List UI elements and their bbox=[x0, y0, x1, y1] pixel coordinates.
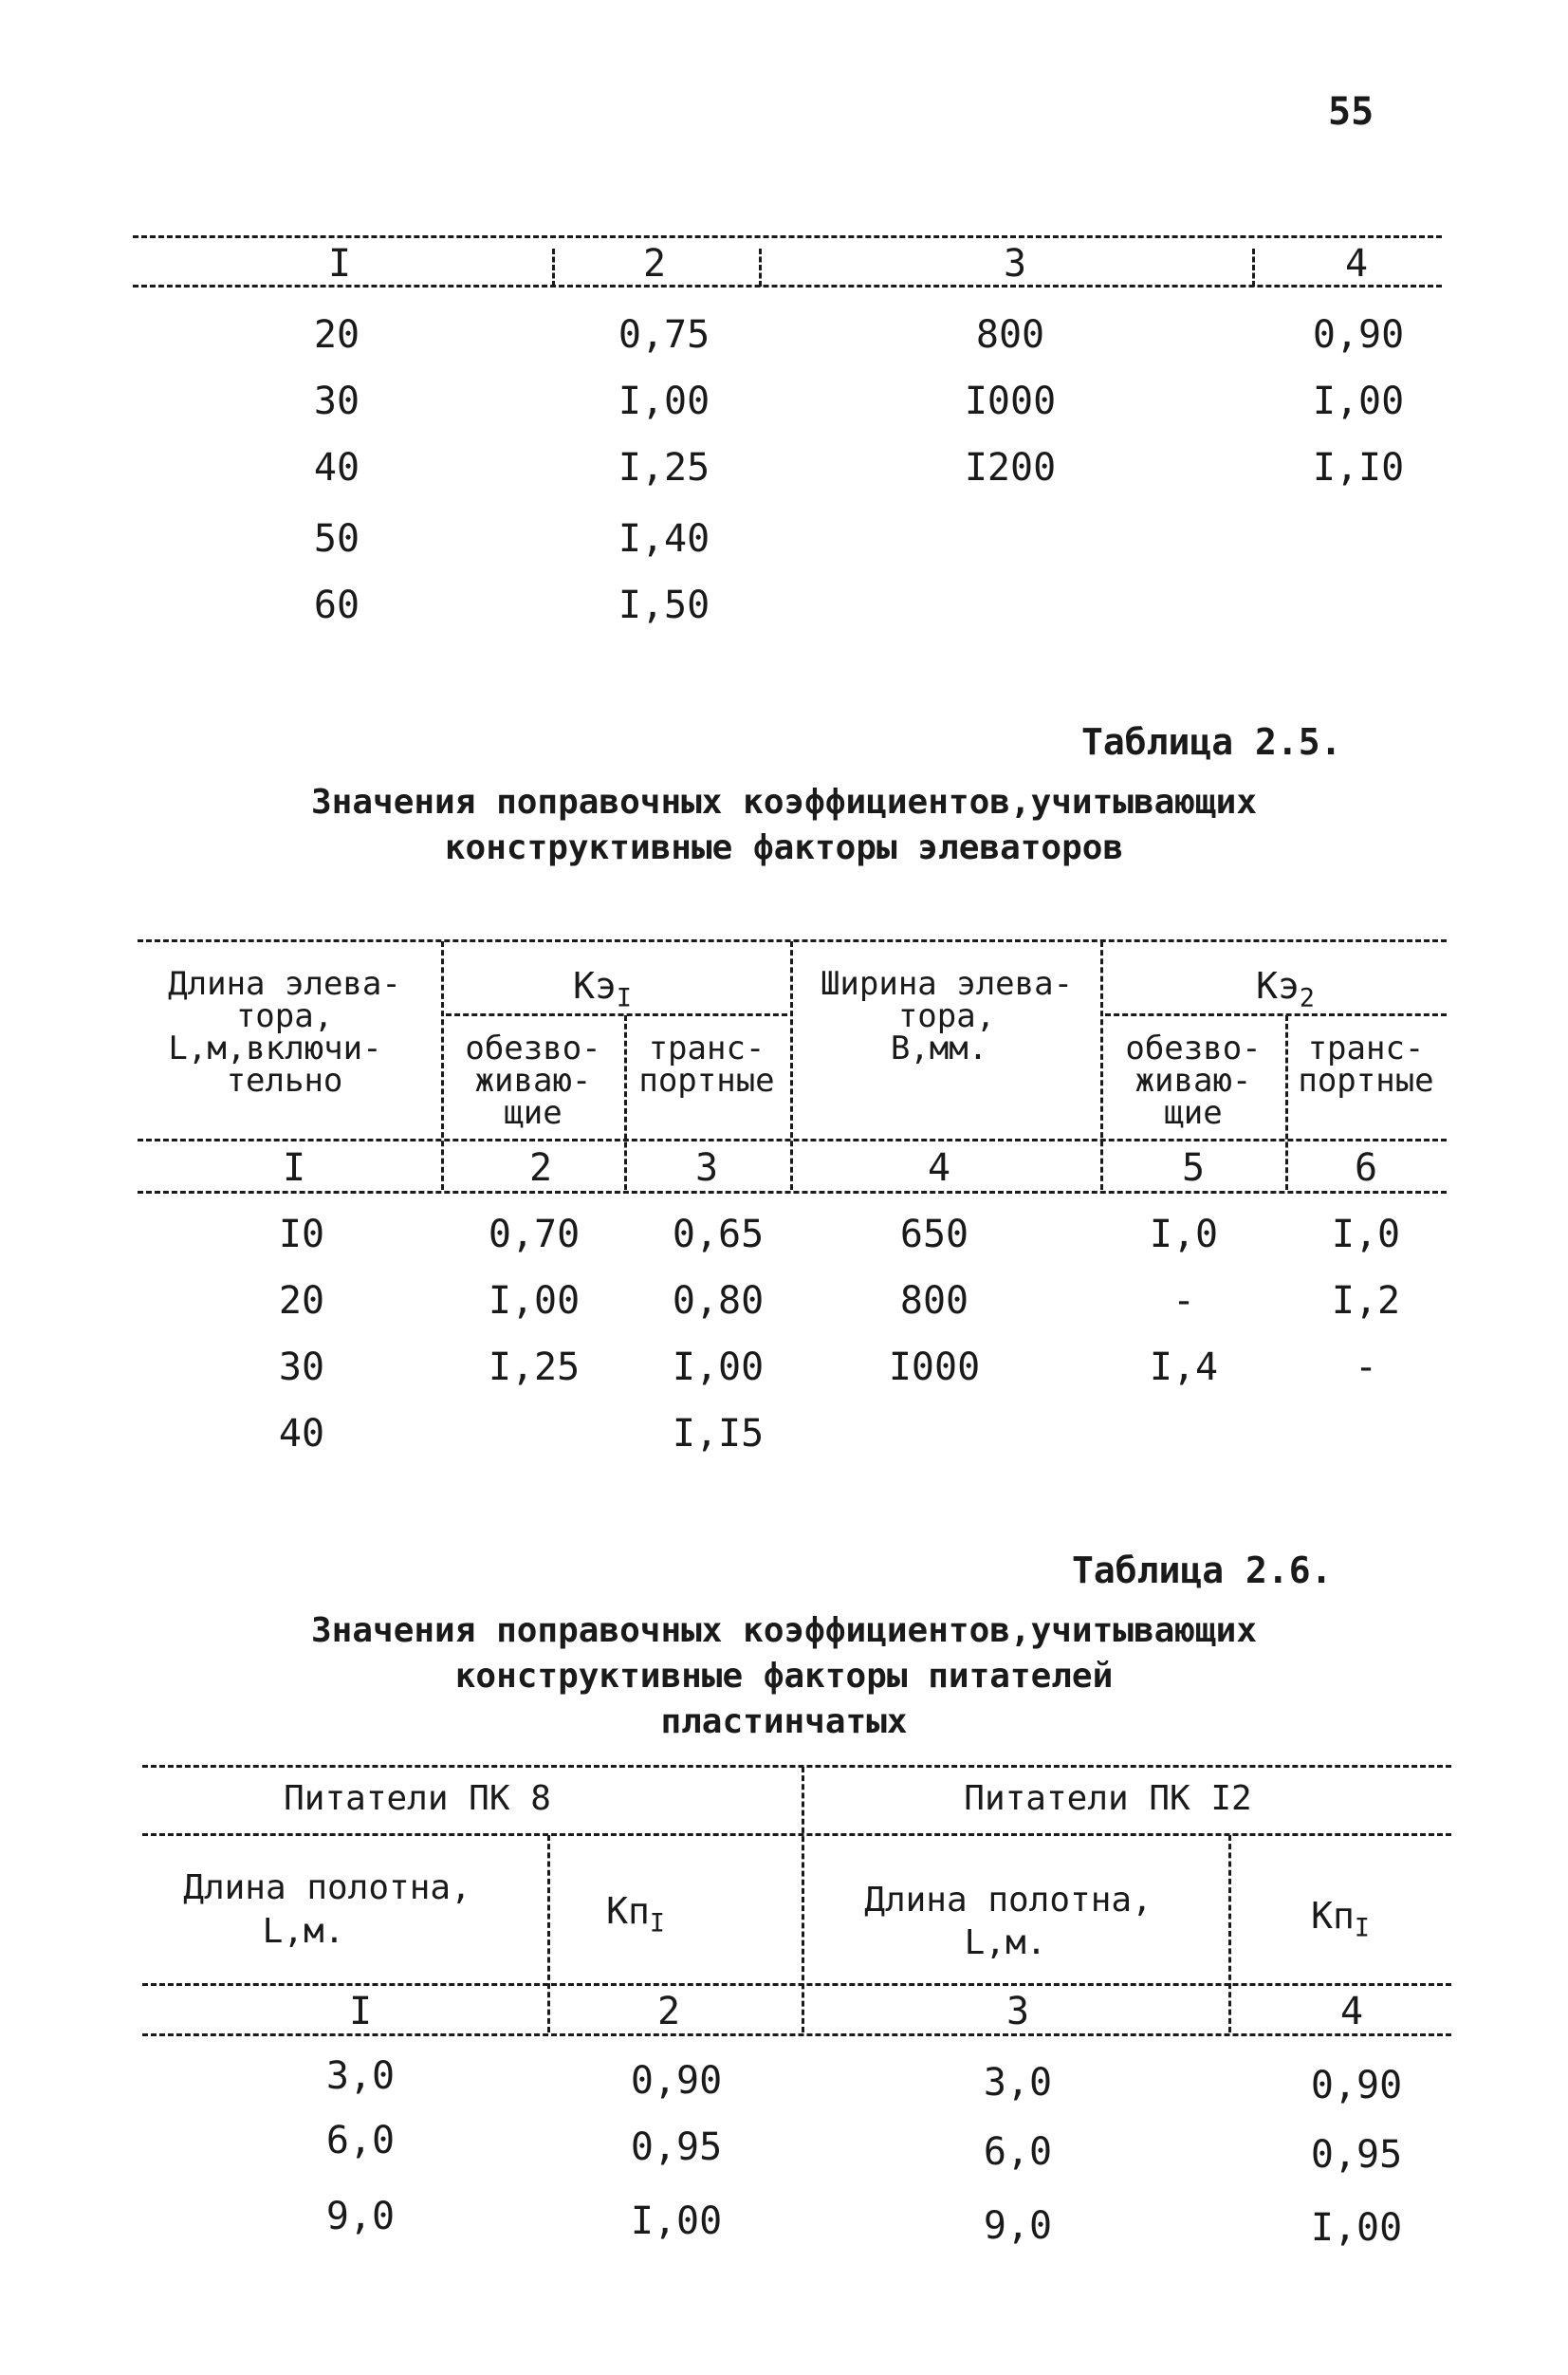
table-cell: 0,90 bbox=[630, 2059, 723, 2103]
table-2-5-title-line-1: Значения поправочных коэффициентов,учитывающих bbox=[311, 783, 1257, 822]
table-cell: I000 bbox=[888, 1345, 981, 1389]
table-cell: 0,95 bbox=[1310, 2133, 1403, 2177]
table-cell: 40 bbox=[313, 446, 360, 490]
table-cell: 20 bbox=[313, 313, 360, 357]
table-cell: 0,65 bbox=[672, 1213, 765, 1256]
table-rule bbox=[138, 1191, 1447, 1194]
table-rule bbox=[446, 1013, 787, 1016]
table-cell: 3,0 bbox=[983, 2061, 1053, 2105]
table-cell: I,I0 bbox=[1312, 446, 1405, 490]
table-top-separator bbox=[552, 249, 555, 287]
table-separator bbox=[441, 941, 444, 1190]
header-ke2: $Кэ_2$ bbox=[1256, 965, 1315, 1013]
table-cell: I,00 bbox=[488, 1279, 581, 1323]
header-belt-length-2-line-1: Длина полотна, bbox=[864, 1881, 1153, 1920]
group-header-pk8: Питатели ПК 8 bbox=[284, 1779, 551, 1818]
group-header-pk12: Питатели ПК I2 bbox=[964, 1779, 1252, 1818]
table-cell: 40 bbox=[278, 1412, 325, 1456]
table-cell: 20 bbox=[278, 1279, 325, 1323]
header-width-line-1: Ширина элева- bbox=[820, 965, 1074, 1003]
table-cell: 800 bbox=[899, 1279, 969, 1323]
table-rule bbox=[142, 1983, 1451, 1986]
table-cell: I,4 bbox=[1149, 1345, 1219, 1389]
header-length-line-1: Длина элева- bbox=[168, 965, 401, 1003]
table-cell: 30 bbox=[278, 1345, 325, 1389]
column-number: 4 bbox=[1344, 242, 1369, 286]
header-length-line-3: L,м,включи- bbox=[168, 1030, 382, 1067]
header-transport2-line-1: транс- bbox=[1307, 1030, 1425, 1067]
table-separator bbox=[624, 1015, 627, 1190]
column-number: 3 bbox=[1003, 242, 1027, 286]
table-cell: I,00 bbox=[1310, 2206, 1403, 2250]
table-separator bbox=[1228, 1835, 1231, 2032]
header-length-line-4: тельно bbox=[226, 1062, 343, 1100]
column-number: 6 bbox=[1354, 1146, 1378, 1190]
table-cell: I,40 bbox=[618, 517, 710, 561]
table-separator bbox=[790, 941, 793, 1190]
column-number: 4 bbox=[927, 1146, 951, 1190]
table-2-6-title-line-2: конструктивные факторы питателей bbox=[454, 1657, 1114, 1696]
table-cell: 6,0 bbox=[983, 2130, 1053, 2174]
table-2-6-caption: Таблица 2.6. bbox=[1072, 1549, 1333, 1591]
table-cell: I000 bbox=[964, 380, 1057, 423]
header-length-line-2: тора, bbox=[235, 997, 334, 1035]
table-rule bbox=[142, 2033, 1451, 2036]
table-cell: I,00 bbox=[672, 1345, 765, 1389]
table-cell: I,2 bbox=[1331, 1279, 1401, 1323]
column-number: 3 bbox=[694, 1146, 719, 1190]
header-ke1: $Кэ_I$ bbox=[573, 965, 632, 1013]
header-transport2-line-2: портные bbox=[1298, 1062, 1434, 1100]
table-cell: I,00 bbox=[1312, 380, 1405, 423]
table-2-6-title-line-3: пластинчатых bbox=[660, 1702, 908, 1741]
header-dewater-line-2: живаю- bbox=[474, 1062, 592, 1100]
table-cell: I,50 bbox=[618, 584, 710, 627]
table-cell: 9,0 bbox=[325, 2195, 396, 2238]
header-belt-length-line-1: Длина полотна, bbox=[183, 1868, 471, 1907]
table-cell: - bbox=[1354, 1345, 1378, 1389]
header-width-line-2: тора, bbox=[897, 997, 996, 1035]
column-number: 2 bbox=[528, 1146, 553, 1190]
table-cell: 60 bbox=[313, 584, 360, 627]
table-cell: 6,0 bbox=[325, 2119, 396, 2162]
table-cell: I,00 bbox=[630, 2199, 723, 2243]
table-cell: 650 bbox=[899, 1213, 969, 1256]
header-width-line-3: В,мм. bbox=[890, 1030, 988, 1067]
table-cell: I200 bbox=[964, 446, 1057, 490]
table-2-6-title-line-1: Значения поправочных коэффициентов,учитывающих bbox=[311, 1611, 1257, 1650]
column-number: I bbox=[348, 1990, 373, 2033]
table-separator bbox=[1285, 1015, 1288, 1190]
header-kp2: $Кп_I$ bbox=[1311, 1895, 1370, 1943]
column-number: 4 bbox=[1339, 1990, 1364, 2033]
table-rule bbox=[142, 1765, 1451, 1768]
table-cell: 3,0 bbox=[325, 2054, 396, 2098]
column-number: 2 bbox=[656, 1990, 681, 2033]
table-separator bbox=[802, 1767, 804, 2032]
header-transport-line-2: портные bbox=[638, 1062, 775, 1100]
table-cell: 0,75 bbox=[618, 313, 710, 357]
header-transport-line-1: транс- bbox=[648, 1030, 766, 1067]
table-cell: 800 bbox=[975, 313, 1045, 357]
page-number: 55 bbox=[1328, 90, 1374, 134]
table-top-rule bbox=[133, 235, 1442, 238]
table-rule bbox=[1105, 1013, 1447, 1016]
column-number: 2 bbox=[642, 242, 667, 286]
table-cell: I,00 bbox=[618, 380, 710, 423]
table-top-separator bbox=[1252, 249, 1255, 287]
table-cell: 30 bbox=[313, 380, 360, 423]
header-dewater2-line-1: обезво- bbox=[1125, 1030, 1262, 1067]
table-cell: I,I5 bbox=[672, 1412, 765, 1456]
table-cell: I,0 bbox=[1331, 1213, 1401, 1256]
header-dewater2-line-2: живаю- bbox=[1134, 1062, 1252, 1100]
table-cell: 50 bbox=[313, 517, 360, 561]
column-number: 5 bbox=[1181, 1146, 1206, 1190]
table-cell: 0,80 bbox=[672, 1279, 765, 1323]
table-cell: I,0 bbox=[1149, 1213, 1219, 1256]
table-top-separator bbox=[759, 249, 762, 287]
header-belt-length-line-2: L,м. bbox=[262, 1912, 345, 1951]
table-2-5-title-line-2: конструктивные факторы элеваторов bbox=[444, 828, 1124, 867]
table-separator bbox=[547, 1835, 550, 2032]
table-cell: I,25 bbox=[488, 1345, 581, 1389]
column-number: 3 bbox=[1005, 1990, 1030, 2033]
header-kp1: $Кп_I$ bbox=[606, 1890, 665, 1939]
table-cell: 0,90 bbox=[1312, 313, 1405, 357]
table-cell: 0,95 bbox=[630, 2125, 723, 2169]
table-2-5-caption: Таблица 2.5. bbox=[1081, 721, 1342, 763]
table-cell: 0,70 bbox=[488, 1213, 581, 1256]
header-dewater-line-1: обезво- bbox=[465, 1030, 601, 1067]
table-cell: I,25 bbox=[618, 446, 710, 490]
table-rule bbox=[142, 1833, 1451, 1836]
table-cell: 0,90 bbox=[1310, 2064, 1403, 2107]
table-cell: 9,0 bbox=[983, 2204, 1053, 2248]
header-dewater2-line-3: щие bbox=[1164, 1094, 1223, 1132]
table-cell: - bbox=[1171, 1279, 1196, 1323]
column-number: I bbox=[282, 1146, 306, 1190]
table-cell: I0 bbox=[278, 1213, 325, 1256]
header-dewater-line-3: щие bbox=[504, 1094, 563, 1132]
table-separator bbox=[1100, 941, 1103, 1190]
header-belt-length-2-line-2: L,м. bbox=[964, 1923, 1047, 1962]
column-number: I bbox=[327, 242, 352, 286]
